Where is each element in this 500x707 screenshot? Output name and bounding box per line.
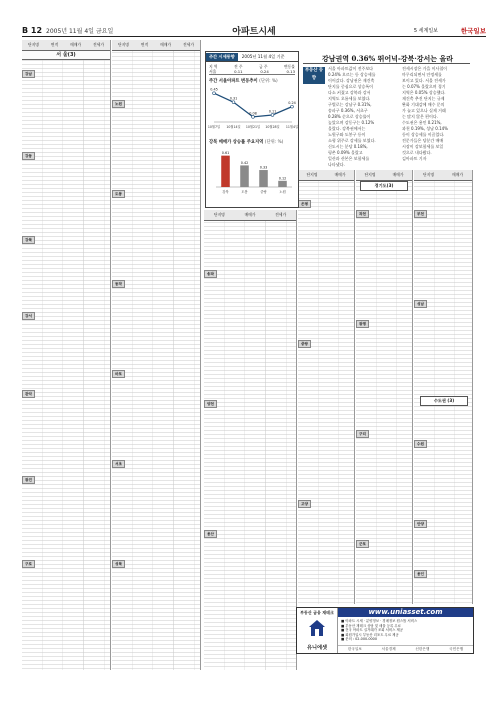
bar	[259, 170, 268, 187]
x-tick-label: 도봉	[241, 190, 248, 194]
weekly-sub: 2005년 11월 4일 기준	[241, 53, 285, 59]
district-tag: 용인	[414, 570, 427, 578]
masthead	[22, 24, 486, 37]
ad-website-link[interactable]: www.uniasset.com	[338, 608, 473, 617]
x-tick-label: 11월4일	[285, 125, 299, 129]
col-head-sale: 매매가	[392, 172, 404, 177]
article-column-1	[328, 66, 398, 170]
page-number: B 12	[22, 25, 43, 35]
column-header	[22, 40, 110, 51]
table-head-cell: 전 주	[233, 64, 243, 69]
col-head-lease: 전세가	[182, 42, 194, 47]
ad-line: ■ 부동산 재테크 상담 및 매물 등록 무료	[341, 623, 401, 628]
district-tag: 성남	[414, 300, 427, 308]
article-line: 다소 커졌고 강북과 강서	[328, 90, 371, 95]
ad-partner: 한국일보	[347, 647, 362, 651]
table-cell: 서울	[209, 69, 217, 74]
bar-chart-unit: (단위: %)	[264, 140, 284, 145]
listing-column-6	[414, 170, 473, 604]
article-column-2	[402, 66, 472, 170]
article-line: 완화 기대감에 매수 문의	[402, 102, 445, 107]
table-head-cell: 변동률	[283, 64, 295, 69]
col-head-sale: 매매가	[451, 172, 463, 177]
article-line: 일산과 산본은 보합세를	[328, 156, 370, 161]
article-byline: 부동산 동향	[303, 67, 325, 84]
district-tag: 관악	[22, 390, 35, 398]
x-tick-label: 중랑	[260, 190, 267, 194]
article-line: 0.28% 순으로 상승률이	[328, 114, 371, 119]
weekly-box-header	[206, 52, 298, 62]
ad-brand-panel	[297, 608, 338, 653]
data-point	[252, 115, 255, 118]
line-chart	[207, 84, 299, 136]
headline-rule	[303, 63, 470, 64]
article-line: 는 0.07% 올랐으며 경기	[402, 84, 446, 89]
section-label: 5 세계일보	[413, 27, 438, 34]
bar	[278, 181, 287, 187]
district-tag: 광명	[356, 320, 369, 328]
x-tick-label: 10월14일	[226, 125, 241, 129]
col-head-sale: 매매가	[70, 42, 82, 47]
article-line: 올랐다. 강북권에서는	[328, 126, 366, 131]
page-title: 아파트시세	[232, 26, 276, 37]
district-tag: 노원	[112, 100, 125, 108]
article-line: 0.24% 오르는 등 상승세를	[328, 72, 376, 77]
col-head-lease: 전세가	[275, 212, 287, 217]
district-tag: 강남	[22, 70, 35, 78]
data-label: 0.61	[221, 151, 230, 156]
data-label: 0.33	[259, 165, 268, 170]
ad-partner: 신한은행	[415, 647, 430, 651]
col-head-name: 단지명	[117, 42, 129, 47]
region-title-box: 수도권 (3)	[420, 396, 468, 406]
district-tag: 강동	[22, 152, 35, 160]
bar	[221, 156, 230, 187]
article-line: 전세시장은 가을 이사철이	[402, 66, 448, 71]
data-label: 0.42	[240, 160, 249, 165]
article-line: 수도권은 용인 0.21%,	[402, 120, 442, 125]
col-head-name: 단지명	[422, 172, 434, 177]
weekly-table-row	[209, 69, 295, 74]
column-header	[298, 170, 354, 181]
listing-column-5	[356, 170, 413, 604]
article-line: 서울 아파트값이 전주보다	[328, 66, 374, 71]
data-label: 0.45	[210, 87, 218, 92]
data-label: 0.31	[229, 96, 238, 101]
data-label: 0.24	[288, 101, 296, 106]
district-tag: 안양	[414, 520, 427, 528]
article-line: 것으로 내다봤다.	[402, 150, 432, 155]
region-title-box: 경기도(3)	[360, 181, 408, 191]
district-tag: 과천	[356, 210, 369, 218]
ad-line: ■ 아파트 시세 · 분양정보 · 경매정보 원스톱 서비스	[341, 619, 418, 623]
ad-line: ■ 문의 : 02-000-0000	[341, 637, 377, 642]
x-tick-label: 강북	[222, 190, 229, 194]
article-line: 지역은 0.05% 상승했다.	[402, 90, 446, 95]
line-chart-svg	[207, 84, 299, 132]
col-head-name: 단지명	[306, 172, 318, 177]
article-line: 단지를 중심으로 상승폭이	[328, 84, 374, 89]
article-line: 나타냈다.	[328, 162, 345, 167]
ad-copy	[341, 619, 417, 642]
bar	[240, 165, 249, 187]
article-line: 소형 위주로 강세를 보였다.	[328, 138, 376, 143]
x-tick-label: 10월28일	[265, 125, 280, 129]
bar-chart-title-text: 강북 매매가 상승률 주요지역	[209, 140, 264, 145]
district-tag: 구리	[356, 430, 369, 438]
article-line: 신도시는 분당 0.18%,	[328, 144, 368, 149]
weekly-label: 주간 시세동향	[206, 53, 238, 61]
district-tag: 부천	[414, 210, 427, 218]
district-tag: 중랑	[298, 340, 311, 348]
article-line: 이어갔다. 강남권은 재건축	[328, 78, 375, 83]
house-logo-icon	[307, 618, 327, 638]
data-point	[271, 114, 274, 117]
article-line: 는 많지 않은 편이다.	[402, 114, 438, 119]
district-tag: 군포	[356, 540, 369, 548]
table-head-cell: 금 주	[258, 64, 268, 69]
col-head-sale: 매매가	[334, 172, 346, 177]
district-tag: 고양	[298, 500, 311, 508]
col-head-lease: 전세가	[92, 42, 104, 47]
district-tag: 양천	[204, 400, 217, 408]
district-tag: 구로	[22, 560, 35, 568]
col-head-area: 면적	[50, 42, 59, 47]
ad-partner: 국민은행	[449, 647, 464, 651]
issue-date: 2005년 11월 4일 금요일	[46, 27, 114, 35]
district-tag: 동작	[112, 280, 125, 288]
article-line: 노원구와 도봉구 등이	[328, 132, 366, 137]
article-line: 김아파트 기자	[402, 156, 427, 161]
x-tick-label: 10월7일	[207, 125, 221, 129]
data-point	[232, 101, 235, 104]
col-head-name: 단지명	[364, 172, 376, 177]
weekly-summary-table	[209, 64, 295, 75]
district-tag: 용산	[204, 530, 217, 538]
article-line: 마무리되면서 안정세를	[402, 72, 442, 77]
listing-column-4	[298, 170, 355, 604]
data-label: 0.08	[249, 111, 257, 116]
col-head-area: 면적	[140, 42, 149, 47]
col-head-name: 단지명	[213, 212, 225, 217]
district-tag: 마포	[112, 370, 125, 378]
weekly-trend-box	[205, 51, 299, 208]
district-tag: 성북	[112, 560, 125, 568]
district-tag: 강북	[22, 236, 35, 244]
article-line: 평촌 0.09% 올랐고	[328, 150, 363, 155]
article-line: 재건축 추진 단지는 규제	[402, 96, 445, 101]
data-point	[213, 92, 216, 95]
article-line: 송파구 0.36%, 서초구	[328, 108, 368, 113]
district-tag: 수원	[414, 440, 427, 448]
listing-column-3	[204, 210, 297, 670]
article-line: 전문가들은 당분간 매매	[402, 138, 444, 143]
bar-chart-svg	[208, 145, 296, 197]
district-tag: 도봉	[112, 190, 125, 198]
ad-line: ■ 회원가입시 부동산 리포트 무료 제공	[341, 632, 399, 637]
district-tag: 송파	[204, 270, 217, 278]
article-line: 과천 0.19%, 성남 0.14%	[402, 126, 448, 131]
ad-tagline: 부동산 금융 재테크	[300, 610, 334, 615]
column-header	[414, 170, 472, 181]
article-line: 가 늘고 있으나 실제 거래	[402, 108, 446, 113]
data-label: 0.12	[278, 176, 287, 181]
table-cell: 0.24	[260, 69, 269, 74]
article-line: 지역도 오름세를 보였다.	[328, 96, 371, 101]
line-chart-unit: (단위: %)	[259, 79, 278, 84]
newspaper-brand: 한국일보	[460, 26, 486, 35]
bar-chart	[208, 145, 296, 201]
data-point	[291, 105, 294, 108]
line-chart-title-text: 주간 서울아파트 변동추이	[209, 79, 258, 84]
col-head-name: 단지명	[27, 42, 39, 47]
column-header	[112, 40, 200, 51]
table-cell: 0.11	[234, 69, 243, 74]
listing-column-2	[112, 40, 201, 670]
listing-column-1	[22, 40, 111, 670]
column-header	[204, 210, 296, 221]
column-header	[356, 170, 412, 181]
article-line: 시장이 강보합세를 보일	[402, 144, 444, 149]
district-tag: 광진	[22, 476, 35, 484]
article-line: 높았으며 강동구는 0.12%	[328, 120, 375, 125]
article-headline: 강남권역 0.36% 뛰어넉-강북·강서는 올라	[321, 54, 454, 63]
ad-company-name: 유니에셋	[306, 645, 328, 651]
ad-partners	[338, 645, 473, 653]
article-line: 구별로는 강남구 0.31%,	[328, 102, 372, 107]
article-line: 등이 상승세를 이끌었다.	[402, 132, 445, 137]
ad-partner: 서울경제	[381, 647, 396, 651]
district-tag: 서초	[112, 460, 125, 468]
advertisement[interactable]	[296, 607, 474, 654]
data-label: 0.11	[268, 109, 277, 114]
table-cell: 0.13	[286, 69, 295, 74]
ad-line: ■ 전국 아파트 실거래가 조회 서비스 제공	[341, 628, 404, 633]
district-tag: 강서	[22, 312, 35, 320]
article-line: 보이고 있다. 서울 전세가	[402, 78, 446, 83]
col-head-sale: 매매가	[160, 42, 172, 47]
table-head-cell: 지 역	[209, 64, 218, 69]
col-head-sale: 매매가	[244, 212, 256, 217]
x-tick-label: 10월21일	[245, 125, 261, 129]
district-tag: 은평	[298, 200, 311, 208]
x-tick-label: 노원	[279, 190, 286, 194]
region-title: 서 울(3)	[22, 51, 110, 60]
